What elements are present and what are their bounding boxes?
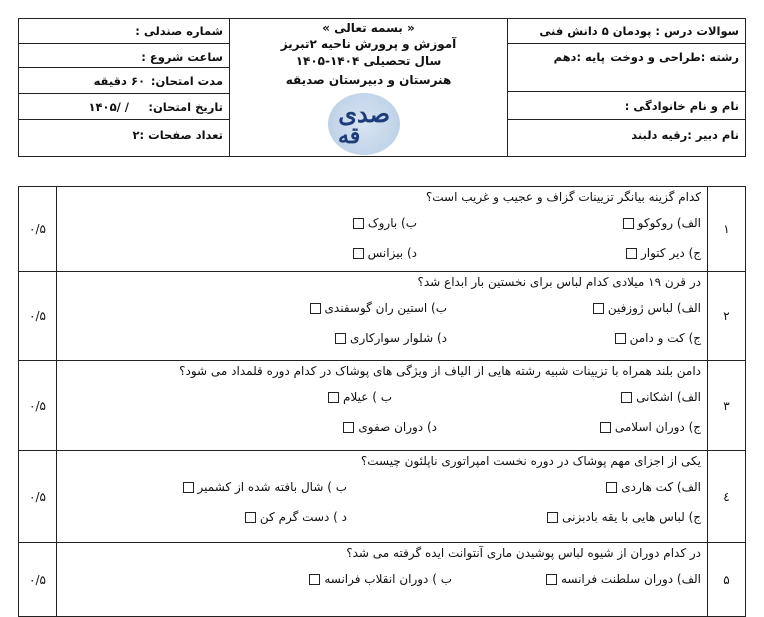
question-options <box>57 468 707 524</box>
option-a[interactable] <box>621 390 701 404</box>
checkbox[interactable] <box>335 333 346 344</box>
exam-header <box>18 18 746 157</box>
checkbox[interactable] <box>245 512 256 523</box>
question-text: یکی از اجزای مهم پوشاک در دوره نخست امپراتوری ناپلئون چیست؟ <box>360 454 701 468</box>
checkbox[interactable] <box>615 333 626 344</box>
question-number: ۵ <box>708 543 746 617</box>
checkbox[interactable] <box>328 392 339 403</box>
option-a[interactable] <box>593 301 701 315</box>
course-title: سوالات درس : پودمان ۵ دانش فنی <box>539 24 739 38</box>
question-score: ۰/۵ <box>19 451 57 543</box>
question-score: ۰/۵ <box>19 361 57 451</box>
question-text: دامن بلند همراه با تزیینات شبیه رشته هایی از الیاف از ویژگی های پوشاک در کدام دوره قلمداد می شود؟ <box>179 364 701 378</box>
school-name: هنرستان و دبیرستان صدیقه <box>285 73 452 87</box>
option-label: ج) دوران اسلامی <box>614 420 701 434</box>
field-label: رشته :طراحی و دوخت <box>610 50 739 64</box>
option-b[interactable] <box>309 572 452 586</box>
question-score: ۰/۵ <box>19 272 57 361</box>
question-text: کدام گزینه بیانگر تزیینات گزاف و عجیب و غریب است؟ <box>425 190 701 204</box>
option-b[interactable] <box>328 390 392 404</box>
academic-year: سال تحصیلی ۱۴۰۴-۱۴۰۵ <box>295 54 442 68</box>
question-text: در کدام دوران از شیوه لباس پوشیدن ماری آنتوانت ایده گرفته می شد؟ <box>346 546 701 560</box>
option-c[interactable] <box>600 420 701 434</box>
checkbox[interactable] <box>606 482 617 493</box>
logo-text-top: صدی <box>338 99 390 128</box>
question-number: ٤ <box>708 451 746 543</box>
option-label: ب) استین ران گوسفندی <box>324 301 447 315</box>
question-number: ۲ <box>708 272 746 361</box>
logo-text-bottom: قه <box>338 123 361 149</box>
checkbox[interactable] <box>343 422 354 433</box>
education-office: آموزش و پرورش ناحیه ۲تبریز <box>280 37 457 51</box>
checkbox[interactable] <box>309 574 320 585</box>
option-b[interactable] <box>353 216 417 230</box>
option-c[interactable] <box>615 331 701 345</box>
option-d[interactable] <box>343 420 437 434</box>
checkbox[interactable] <box>353 218 364 229</box>
option-label: د) دوران صفوی <box>358 420 437 434</box>
checkbox[interactable] <box>626 248 637 259</box>
option-label: ج) لباس هایی با یقه بادبزنی <box>562 510 701 524</box>
option-c[interactable] <box>626 246 701 260</box>
option-label: ب ) دوران انقلاب فرانسه <box>324 572 452 586</box>
checkbox[interactable] <box>547 512 558 523</box>
teacher-name: نام دبیر :رقیه دلبند <box>631 128 739 142</box>
option-label: الف) روکوکو <box>637 216 701 230</box>
grade-label: پایه :دهم <box>553 50 605 64</box>
option-label: د ) دست گرم کن <box>259 510 347 524</box>
option-label: د) شلوار سوارکاری <box>350 331 447 345</box>
question-options <box>57 378 707 434</box>
option-a[interactable] <box>623 216 701 230</box>
question-row <box>19 451 746 543</box>
page-count: تعداد صفحات :۲ <box>132 128 223 142</box>
question-row <box>19 187 746 272</box>
questions-table <box>18 186 746 617</box>
question-number: ۱ <box>708 187 746 272</box>
checkbox[interactable] <box>183 482 194 493</box>
option-label: الف) لباس ژوزفین <box>607 301 701 315</box>
checkbox[interactable] <box>600 422 611 433</box>
option-b[interactable] <box>183 480 347 494</box>
question-body <box>57 272 708 361</box>
option-label: ج) دیر کتوار <box>640 246 701 260</box>
option-label: الف) اشکانی <box>636 390 701 404</box>
option-d[interactable] <box>335 331 447 345</box>
school-logo <box>328 93 400 155</box>
question-number: ۳ <box>708 361 746 451</box>
option-a[interactable] <box>606 480 701 494</box>
checkbox[interactable] <box>621 392 632 403</box>
question-text: در قرن ۱۹ میلادی کدام لباس برای نخستین بار ابداع شد؟ <box>417 275 701 289</box>
option-label: د) بیزانس <box>367 246 417 260</box>
question-row <box>19 272 746 361</box>
option-d[interactable] <box>245 510 347 524</box>
option-label: ب ) شال بافته شده از کشمیر <box>197 480 347 494</box>
option-label: ب) باروک <box>367 216 417 230</box>
option-label: الف) دوران سلطنت فرانسه <box>560 572 701 586</box>
duration-value: ۶۰ دقیقه <box>93 74 145 88</box>
question-body <box>57 543 708 617</box>
option-c[interactable] <box>547 510 701 524</box>
question-score: ۰/۵ <box>19 543 57 617</box>
header-school-info <box>229 19 507 156</box>
bismillah: « بسمه تعالی » <box>322 21 415 35</box>
question-options <box>57 204 707 260</box>
question-row <box>19 543 746 617</box>
question-body <box>57 361 708 451</box>
duration-label: مدت امتحان: <box>150 74 223 88</box>
checkbox[interactable] <box>593 303 604 314</box>
header-course-info <box>507 19 745 156</box>
exam-date-value[interactable]: / /۱۴۰۵ <box>88 100 129 114</box>
option-label: ج) کت و دامن <box>629 331 701 345</box>
option-label: ب ) عیلام <box>343 390 392 404</box>
exam-date-label: تاریخ امتحان: <box>148 100 223 114</box>
question-options <box>57 289 707 345</box>
question-body <box>57 187 708 272</box>
option-b[interactable] <box>310 301 447 315</box>
seat-number-field[interactable]: شماره صندلی : <box>135 24 223 38</box>
question-body <box>57 451 708 543</box>
checkbox[interactable] <box>353 248 364 259</box>
option-label: الف) کت هاردی <box>621 480 701 494</box>
checkbox[interactable] <box>546 574 557 585</box>
question-options <box>57 560 707 616</box>
checkbox[interactable] <box>310 303 321 314</box>
checkbox[interactable] <box>623 218 634 229</box>
header-exam-info <box>19 19 229 156</box>
option-d[interactable] <box>353 246 417 260</box>
option-a[interactable] <box>546 572 701 586</box>
student-name-field[interactable]: نام و نام خانوادگی : <box>624 99 739 113</box>
question-score: ۰/۵ <box>19 187 57 272</box>
question-row <box>19 361 746 451</box>
start-time-field[interactable]: ساعت شروع : <box>141 50 223 64</box>
